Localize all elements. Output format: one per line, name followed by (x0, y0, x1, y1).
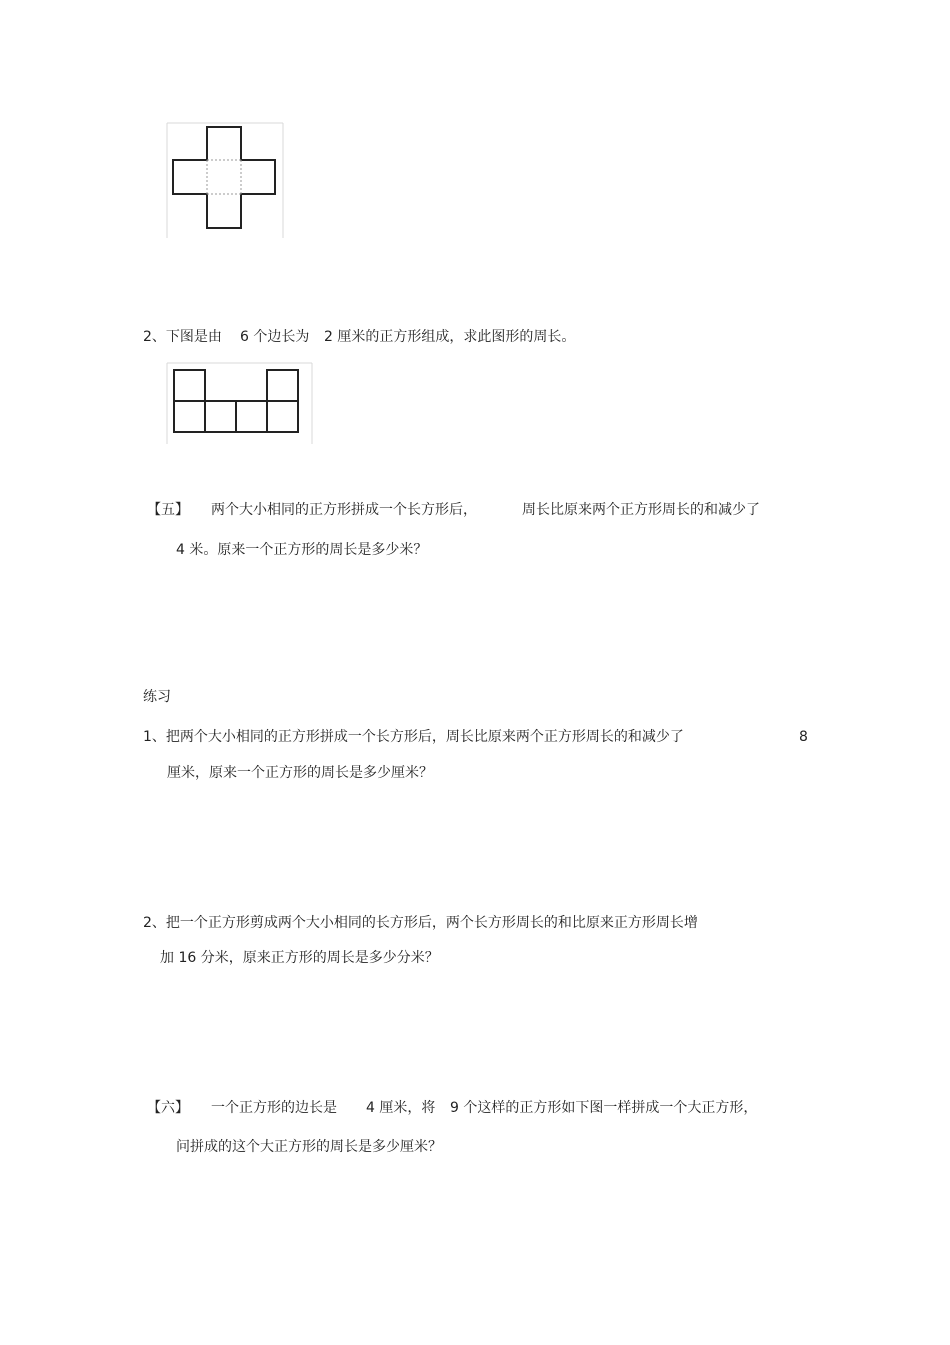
q2-question: 2 厘米的正方形组成，求此图形的周长。 (324, 329, 576, 345)
section-six-text-a: 一个正方形的边长是 (211, 1100, 337, 1116)
q2-number: 2、下图是由 (143, 329, 222, 345)
section-six-text-c: 9 个这样的正方形如下图一样拼成一个大正方形， (450, 1100, 758, 1116)
practice-2-text: 2、把一个正方形剪成两个大小相同的长方形后，两个长方形周长的和比原来正方形周长增 (143, 915, 698, 931)
practice-1-text-cont: 厘米，原来一个正方形的周长是多少厘米？ (167, 765, 433, 781)
six-squares-figure (166, 362, 314, 446)
practice-1-text: 1、把两个大小相同的正方形拼成一个长方形后，周长比原来两个正方形周长的和减少了 (143, 729, 684, 745)
section-five-text-c: 4 米。原来一个正方形的周长是多少米？ (176, 542, 428, 558)
practice-2-text-cont: 加 16 分米，原来正方形的周长是多少分米？ (160, 950, 439, 966)
section-five-text-b: 周长比原来两个正方形周长的和减少了 (522, 502, 760, 518)
cross-figure (166, 122, 286, 240)
q2-six-squares: 6 个边长为 (240, 329, 310, 345)
section-six-tag: 【六】 (147, 1100, 189, 1116)
section-five-text-a: 两个大小相同的正方形拼成一个长方形后， (211, 502, 477, 518)
section-six-text-b: 4 厘米，将 (366, 1100, 436, 1116)
section-six-text-d: 问拼成的这个大正方形的周长是多少厘米？ (176, 1139, 442, 1155)
section-five-tag: 【五】 (147, 502, 189, 518)
practice-1-number: 8 (799, 729, 808, 745)
practice-title: 练习 (143, 689, 171, 705)
